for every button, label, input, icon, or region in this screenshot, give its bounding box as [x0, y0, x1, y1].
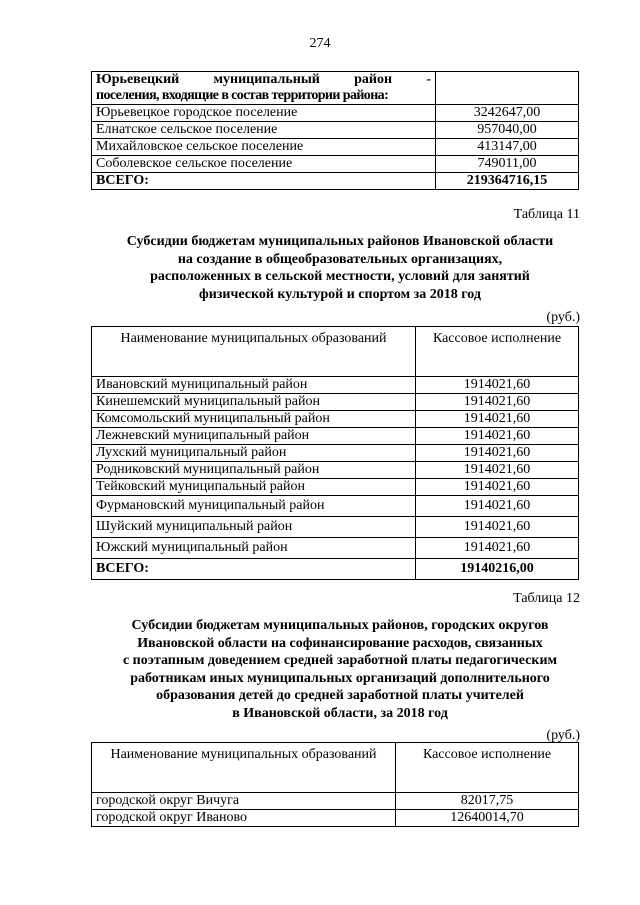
- table-row: [92, 462, 579, 479]
- total-row: [92, 173, 579, 190]
- table-row: [92, 517, 579, 538]
- table-row: [92, 810, 579, 827]
- table-row: [92, 496, 579, 517]
- row-value: 749011,00: [436, 156, 579, 173]
- row-name: городской округ Иваново: [92, 810, 396, 827]
- row-name: Лежневский муниципальный район: [92, 428, 416, 445]
- row-value: 1914021,60: [416, 496, 579, 517]
- table-12: [91, 742, 579, 827]
- row-value: 1914021,60: [416, 462, 579, 479]
- empty-header-cell: [436, 72, 579, 105]
- table-12-label: Таблица 12: [513, 591, 580, 606]
- col2-header: Кассовое исполнение: [416, 327, 579, 377]
- col2-header: Кассовое исполнение: [396, 743, 579, 793]
- row-name: Родниковский муниципальный район: [92, 462, 416, 479]
- title-line: с поэтапным доведением средней заработной платы педагогическим: [122, 653, 558, 668]
- row-value: 3242647,00: [436, 105, 579, 122]
- row-value: 957040,00: [436, 122, 579, 139]
- total-value: 19140216,00: [416, 559, 579, 580]
- row-value: 1914021,60: [416, 517, 579, 538]
- row-value: 1914021,60: [416, 411, 579, 428]
- table-header-row: [92, 72, 579, 105]
- row-value: 12640014,70: [396, 810, 579, 827]
- row-value: 413147,00: [436, 139, 579, 156]
- title-line: Субсидии бюджетам муниципальных районов, городских округов: [131, 618, 549, 633]
- title-line: Субсидии бюджетам муниципальных районов Ивановской области: [126, 234, 554, 249]
- row-name: городской округ Вичуга: [92, 793, 396, 810]
- total-row: [92, 559, 579, 580]
- title-line: Ивановской области на софинансирование расходов, связанных: [137, 635, 543, 651]
- title-line: расположенных в сельской местности, условий для занятий: [150, 269, 530, 284]
- row-value: 1914021,60: [416, 479, 579, 496]
- col1-header: Наименование муниципальных образований: [92, 743, 396, 793]
- table-row: [92, 122, 579, 139]
- table-12-title: [60, 617, 620, 722]
- table-row: [92, 105, 579, 122]
- table-11-title: [60, 233, 620, 303]
- total-value: 219364716,15: [436, 173, 579, 190]
- total-label: ВСЕГО:: [92, 173, 436, 190]
- row-name: Шуйский муниципальный район: [92, 517, 416, 538]
- page-number: 274: [309, 36, 331, 51]
- row-value: 1914021,60: [416, 394, 579, 411]
- row-name: Южский муниципальный район: [92, 538, 416, 559]
- table-row: [92, 428, 579, 445]
- total-label: ВСЕГО:: [92, 559, 416, 580]
- row-name: Юрьевецкое городское поселение: [92, 105, 436, 122]
- row-value: 1914021,60: [416, 445, 579, 462]
- table-row: [92, 445, 579, 462]
- table-11: [91, 326, 579, 580]
- table-row: [92, 139, 579, 156]
- row-value: 1914021,60: [416, 538, 579, 559]
- table-10-continued: [91, 71, 579, 190]
- table-11-label: Таблица 11: [513, 207, 580, 222]
- table-row: [92, 394, 579, 411]
- title-line: образования детей до средней заработной платы учителей: [156, 688, 524, 703]
- row-name: Комсомольский муниципальный район: [92, 411, 416, 428]
- district-header-line1: Юрьевецкий муниципальный район -: [96, 72, 431, 87]
- row-name: Елнатское сельское поселение: [92, 122, 436, 139]
- table-header-row: [92, 327, 579, 377]
- row-name: Ивановский муниципальный район: [92, 377, 416, 394]
- table-row: [92, 793, 579, 810]
- table-row: [92, 377, 579, 394]
- table-row: [92, 411, 579, 428]
- district-header-line2: поселения, входящие в состав территории района:: [96, 88, 389, 103]
- title-line: на создание в общеобразовательных организациях,: [177, 251, 503, 267]
- row-name: Михайловское сельское поселение: [92, 139, 436, 156]
- table-12-unit: (руб.): [546, 728, 580, 743]
- col1-header: Наименование муниципальных образований: [92, 327, 416, 377]
- title-line: в Ивановской области, за 2018 год: [232, 705, 448, 721]
- title-line: физической культурой и спортом за 2018 год: [199, 286, 481, 302]
- district-header-cell: [92, 72, 436, 105]
- row-value: 1914021,60: [416, 428, 579, 445]
- row-name: Фурмановский муниципальный район: [92, 496, 416, 517]
- row-name: Кинешемский муниципальный район: [92, 394, 416, 411]
- table-row: [92, 538, 579, 559]
- table-row: [92, 479, 579, 496]
- table-11-unit: (руб.): [546, 310, 580, 325]
- row-name: Соболевское сельское поселение: [92, 156, 436, 173]
- row-value: 1914021,60: [416, 377, 579, 394]
- table-row: [92, 156, 579, 173]
- table-header-row: [92, 743, 579, 793]
- row-name: Тейковский муниципальный район: [92, 479, 416, 496]
- row-value: 82017,75: [396, 793, 579, 810]
- title-line: работникам иных муниципальных организаций дополнительного: [130, 670, 550, 686]
- row-name: Лухский муниципальный район: [92, 445, 416, 462]
